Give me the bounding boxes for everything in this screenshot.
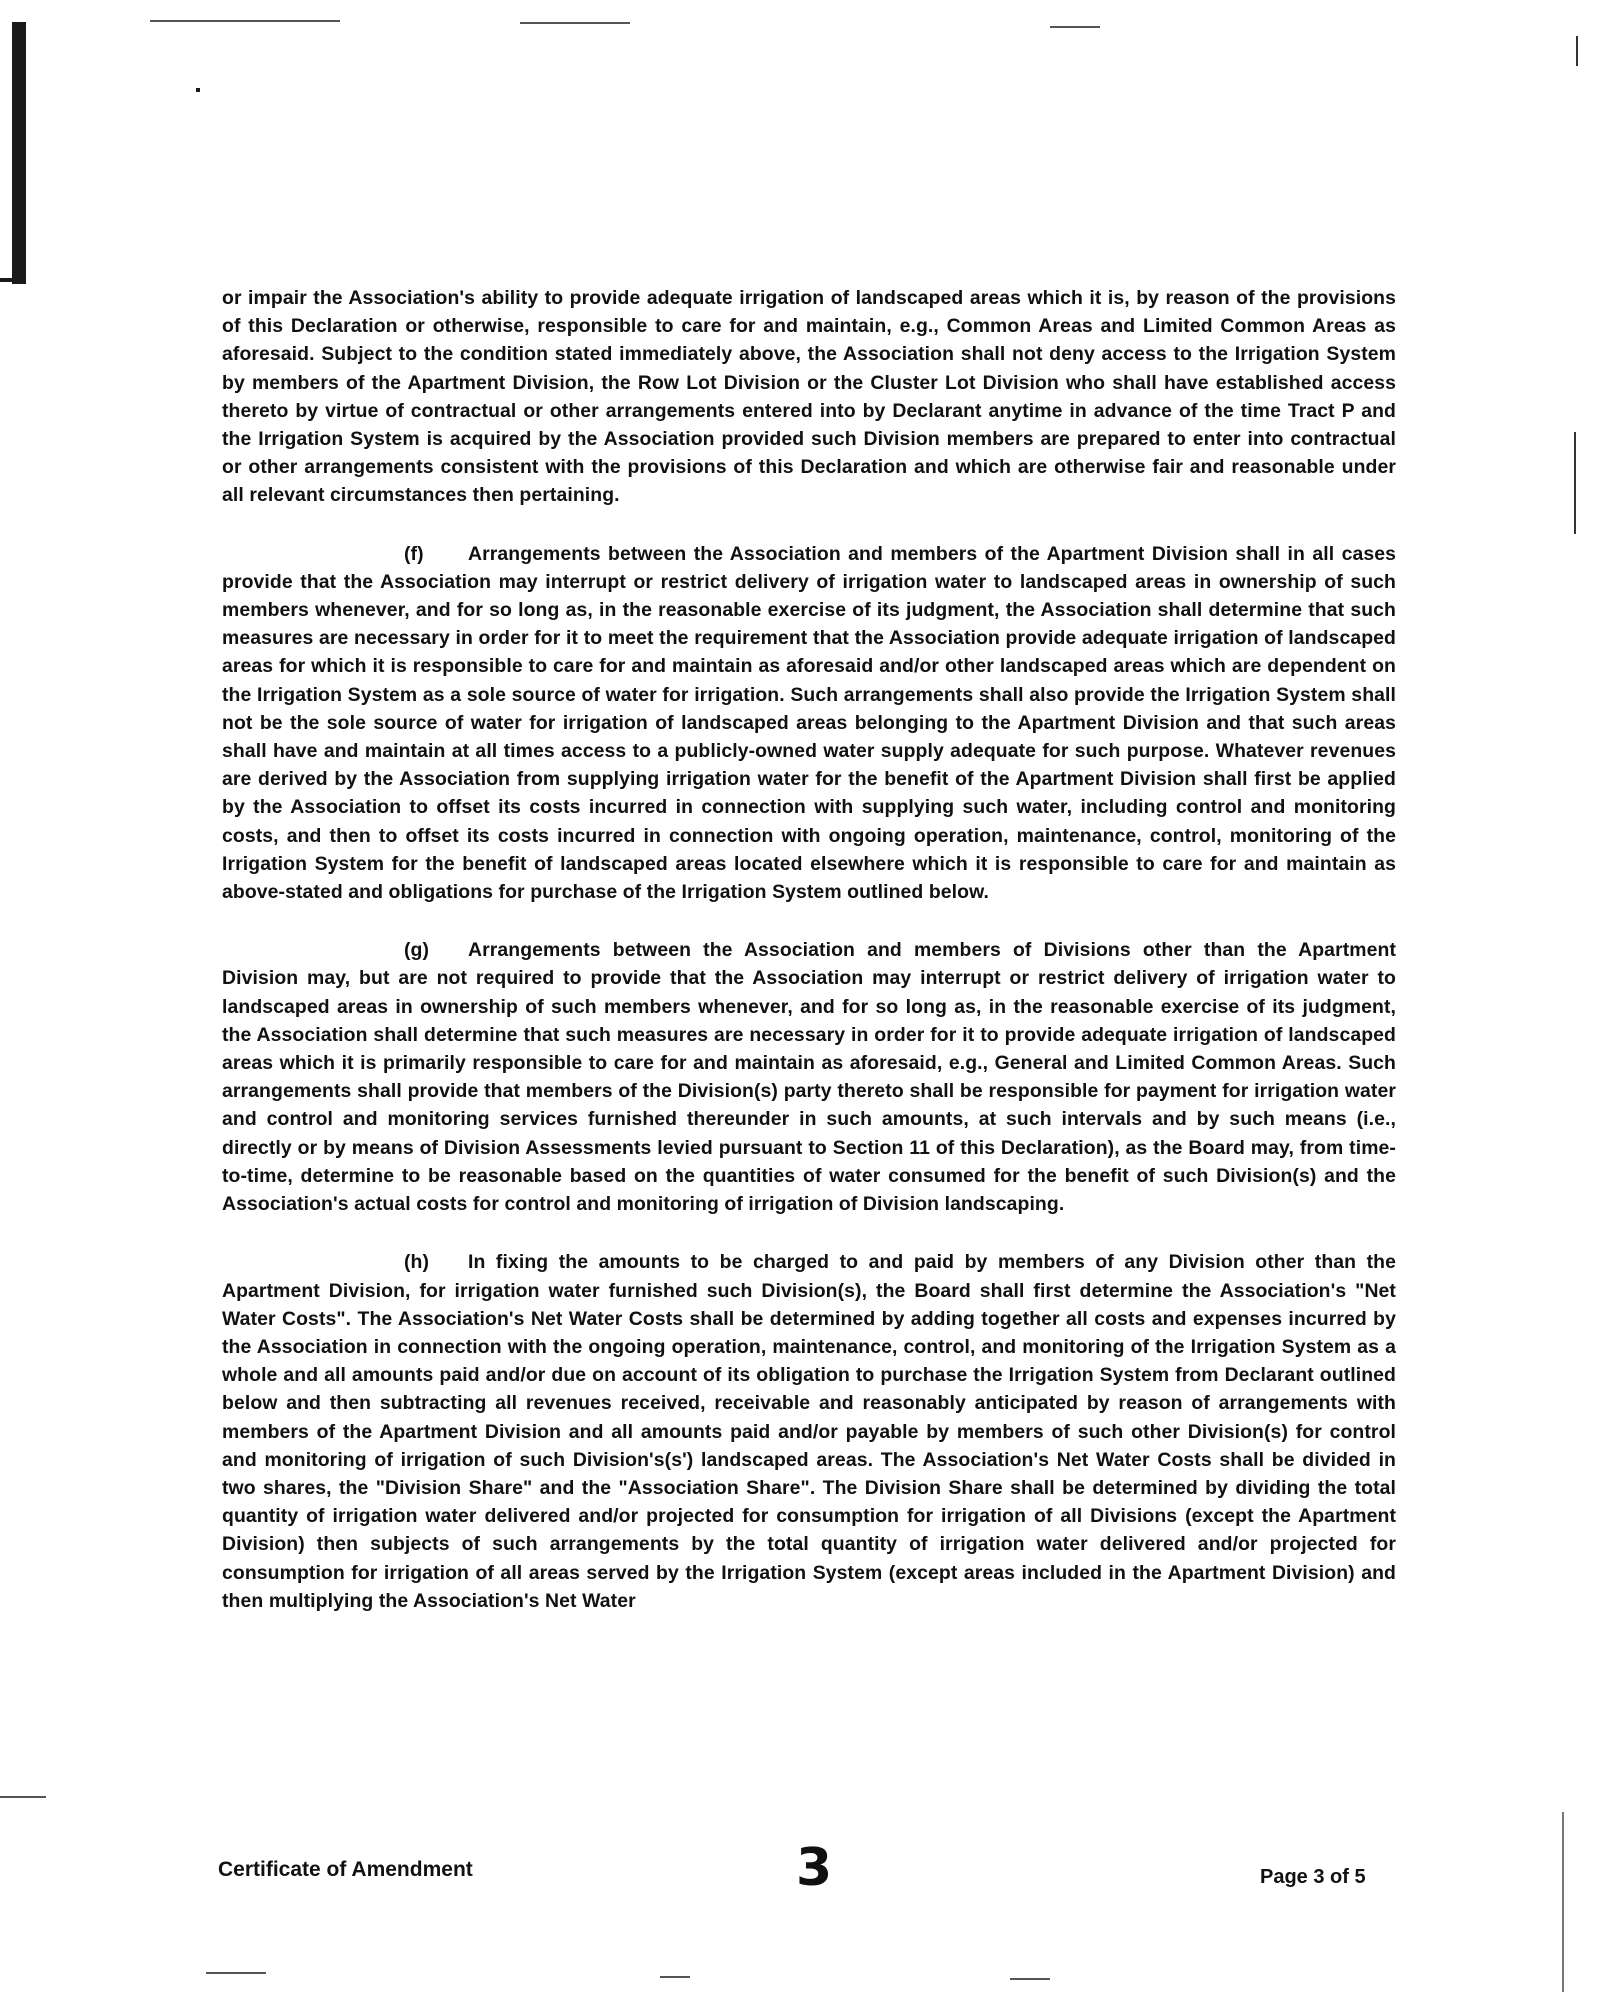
scan-bottom-dash [206, 1972, 266, 1974]
footer-handwritten-page-number: 3 [796, 1838, 833, 1898]
paragraph-text: or impair the Association's ability to provide adequate irrigation of landscaped areas which it is, by reason of the provisions of this Declaration or otherwise, responsible to care for and maintain, e.g., Common Areas and Limited Common Areas as aforesaid. Subject to the condition stated immediately above, the Association shall not deny access to the Irrigation System by members of the Apartment Division, the Row Lot Division or the Cluster Lot Division who shall have established access thereto by virtue of contractual or other arrangements entered into by Declarant anytime in advance of the time Tract P and the Irrigation System is acquired by the Association provided such Division members are prepared to enter into contractual or other arrangements consistent with the provisions of this Declaration and which are otherwise fair and reasonable under all relevant circumstances then pertaining. [222, 287, 1396, 507]
paragraph-continued [222, 284, 1396, 510]
scan-right-line [1574, 432, 1576, 534]
paragraph-f [222, 540, 1396, 907]
scan-edge-mark-foot [0, 278, 26, 282]
paragraph-g [222, 936, 1396, 1218]
paragraph-h [222, 1248, 1396, 1615]
scan-top-dash [150, 20, 340, 22]
scan-right-lower-line [1562, 1812, 1564, 1992]
scan-top-dash [1050, 26, 1100, 28]
paragraph-text: In fixing the amounts to be charged to and paid by members of any Division other than the Apartment Division, for irrigation water furnished such Division(s), the Board shall first determine the Association's "Net Water Costs". The Association's Net Water Costs shall be determined by adding together all costs and expenses incurred by the Association in connection with the ongoing operation, maintenance, control, and monitoring of the Irrigation System as a whole and all amounts paid and/or due on account of its obligation to purchase the Irrigation System from Declarant outlined below and then subtracting all revenues received, receivable and reasonably anticipated by reason of arrangements with members of the Apartment Division and all amounts paid and/or payable by members of such other Division(s) for control and monitoring of irrigation of such Division's(s') landscaped areas. The Association's Net Water Costs shall be divided in two shares, the "Division Share" and the "Association Share". The Division Share shall be determined by dividing the total quantity of irrigation water delivered and/or projected for consumption for irrigation of all Divisions (except the Apartment Division) then subjects of such arrangements by the total quantity of irrigation water delivered and/or projected for consumption for irrigation of all areas served by the Irrigation System (except areas included in the Apartment Division) and then multiplying the Association's Net Water [222, 1251, 1396, 1612]
footer-document-title: Certificate of Amendment [218, 1858, 473, 1881]
scan-bottom-dash [660, 1976, 690, 1978]
paragraph-label: (f) [404, 542, 424, 565]
paragraph-text: Arrangements between the Association and members of the Apartment Division shall in all cases provide that the Association may interrupt or restrict delivery of irrigation water to landscaped areas in ownership of such members whenever, and for so long as, in the reasonable exercise of its judgment, the Association shall determine that such measures are necessary in order for it to meet the requirement that the Association provide adequate irrigation of landscaped areas for which it is responsible to care for and maintain as aforesaid and/or other landscaped areas which are dependent on the Irrigation System as a sole source of water for irrigation. Such arrangements shall also provide the Irrigation System shall not be the sole source of water for irrigation of landscaped areas belonging to the Apartment Division and that such areas shall have and maintain at all times access to a publicly-owned water supply adequate for such purpose. Whatever revenues are derived by the Association from supplying irrigation water for the benefit of the Apartment Division shall first be applied by the Association to offset its costs incurred in connection with supplying such water, including control and monitoring costs, and then to offset its costs incurred in connection with ongoing operation, maintenance, control, monitoring of the Irrigation System for the benefit of landscaped areas located elsewhere which it is responsible to care for and maintain as above-stated and obligations for purchase of the Irrigation System outlined below. [222, 542, 1396, 904]
footer-page-indicator: Page 3 of 5 [1260, 1866, 1366, 1888]
scan-right-tick [1576, 36, 1578, 66]
scan-left-rule [0, 1796, 46, 1798]
document-body [222, 284, 1396, 1645]
scan-edge-mark [12, 22, 26, 284]
paragraph-label: (g) [404, 939, 430, 962]
paragraph-label: (h) [404, 1251, 430, 1274]
scan-bottom-dash [1010, 1978, 1050, 1980]
scan-top-dash [520, 22, 630, 24]
scan-dot [196, 88, 200, 92]
paragraph-text: Arrangements between the Association and members of Divisions other than the Apartment Division may, but are not required to provide that the Association may interrupt or restrict delivery of irrigation water to landscaped areas in ownership of such members whenever, and for so long as, in the reasonable exercise of its judgment, the Association shall determine that such measures are necessary in order for it to provide adequate irrigation of landscaped areas which it is primarily responsible to care for and maintain as aforesaid, e.g., General and Limited Common Areas. Such arrangements shall provide that members of the Division(s) party thereto shall be responsible for payment for irrigation water and control and monitoring services furnished thereunder in such amounts, at such intervals and by such means (i.e., directly or by means of Division Assessments levied pursuant to Section 11 of this Declaration), as the Board may, from time-to-time, determine to be reasonable based on the quantities of water consumed for the benefit of such Division(s) and the Association's actual costs for control and monitoring of irrigation of Division landscaping. [222, 939, 1396, 1216]
